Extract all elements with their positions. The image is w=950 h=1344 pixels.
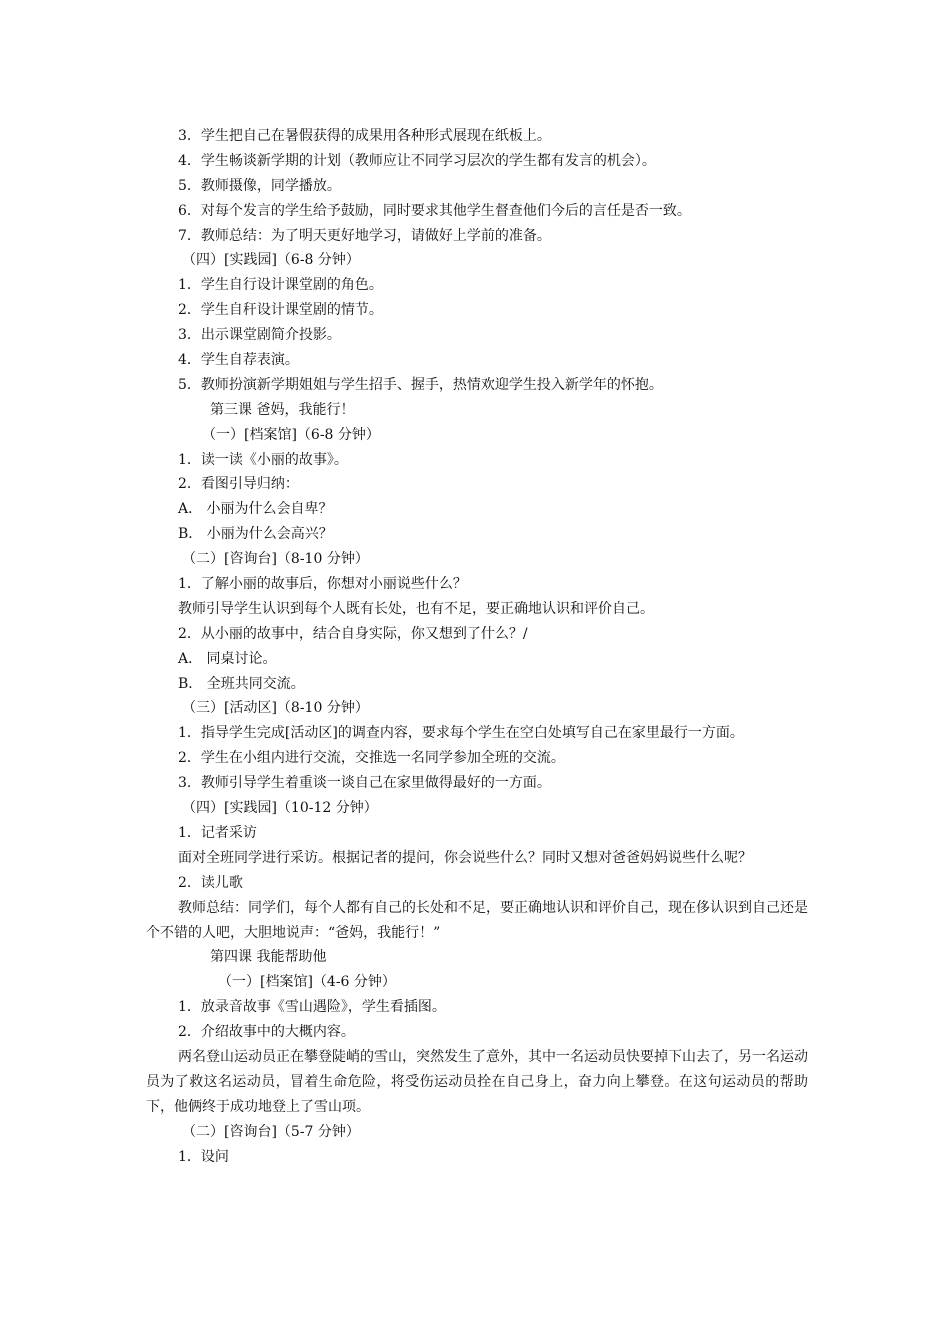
text-line: 1．记者采访 — [178, 824, 257, 841]
text-line: B． 小丽为什么会高兴？ — [178, 526, 333, 543]
text-line: 2．从小丽的故事中，结合自身实际，你又想到了什么？/ — [178, 625, 528, 642]
section-heading: （二）[咨询台]（5-7 分钟） — [182, 1123, 360, 1140]
section-heading: （四）[实践园]（6-8 分钟） — [182, 252, 360, 269]
text-line: 1．放录音故事《雪山遇险》，学生看插图。 — [178, 999, 446, 1016]
text-line: 2．学生自秆设计课堂剧的情节。 — [178, 302, 383, 319]
text-line: 2．读儿歌 — [178, 874, 243, 891]
lesson-title: 第四课 我能帮助他 — [210, 949, 327, 966]
text-line: 1．了解小丽的故事后，你想对小丽说些什么？ — [178, 576, 467, 593]
text-line: A． 小丽为什么会自卑？ — [178, 501, 333, 518]
text-line: 5．教师扮演新学期姐姐与学生招手、握手，热情欢迎学生投入新学年的怀抱。 — [178, 376, 663, 393]
paragraph: 1．指导学生完成[活动区]的调查内容，要求每个学生在空白处填写自己在家里最行一方面。 — [178, 725, 744, 742]
section-heading: （一）[档案馆]（6-8 分钟） — [202, 426, 380, 443]
section-heading: （四）[实践园]（10-12 分钟） — [182, 800, 378, 817]
text-line: 2．学生在小组内进行交流，交推选一名同学参加全班的交流。 — [178, 750, 565, 767]
text-line: 1．读一读《小丽的故事》。 — [178, 451, 348, 468]
text-line: 2．介绍故事中的大概内容。 — [178, 1024, 355, 1041]
section-heading: （二）[咨询台]（8-10 分钟） — [182, 551, 369, 568]
text-line: A． 同桌讨论。 — [178, 650, 277, 667]
paragraph: 面对全班同学进行采访。根据记者的提问，你会说些什么？同时又想对爸爸妈妈说些什么呢？ — [178, 849, 752, 866]
text-line: 3．学生把自己在暑假获得的成果用各种形式展现在纸板上。 — [178, 128, 551, 144]
paragraph: 两名登山运动员正在攀登陡峭的雪山，突然发生了意外，其中一名运动员快要掉下山去了，另一名运动员为了救这名运动员，冒着生命危险，将受伤运动员拴在自己身上，奋力向上攀登。在这句运动员的帮助下，他俩终于成功地登上了雪山项。 — [146, 1049, 808, 1115]
section-heading: （三）[活动区]（8-10 分钟） — [182, 700, 369, 717]
text-line: 7．教师总结：为了明天更好地学习，请做好上学前的准备。 — [178, 227, 551, 244]
paragraph: 教师总结：同学们，每个人都有自己的长处和不足，要正确地认识和评价自己，现在侈认识到自己还是个不错的人吧，大胆地说声：“爸妈，我能行！” — [146, 899, 808, 941]
text-line: 2．看图引导归纳： — [178, 476, 299, 493]
section-heading: （一）[档案馆]（4-6 分钟） — [218, 974, 396, 991]
text-line: 教师引导学生认识到每个人既有长处，也有不足，要正确地认识和评价自己。 — [178, 600, 654, 617]
text-line: 3．教师引导学生着重谈一谈自己在家里做得最好的一方面。 — [178, 775, 551, 792]
text-line: 4．学生自荐表演。 — [178, 352, 299, 369]
text-line: 3．出示课堂剧简介投影。 — [178, 327, 341, 344]
text-line: 5．教师摄像，同学播放。 — [178, 177, 341, 194]
text-line: 6．对每个发言的学生给予鼓励，同时要求其他学生督查他们今后的言任是否一致。 — [178, 202, 691, 219]
text-line: 1．设问 — [178, 1148, 229, 1165]
document-body — [146, 124, 808, 1170]
text-line: 4．学生畅谈新学期的计划（教师应让不同学习层次的学生都有发言的机会）。 — [178, 152, 656, 169]
text-line: 1．学生自行设计课堂剧的角色。 — [178, 277, 383, 294]
lesson-title: 第三课 爸妈，我能行！ — [210, 401, 355, 418]
text-line: B． 全班共同交流。 — [178, 675, 305, 692]
